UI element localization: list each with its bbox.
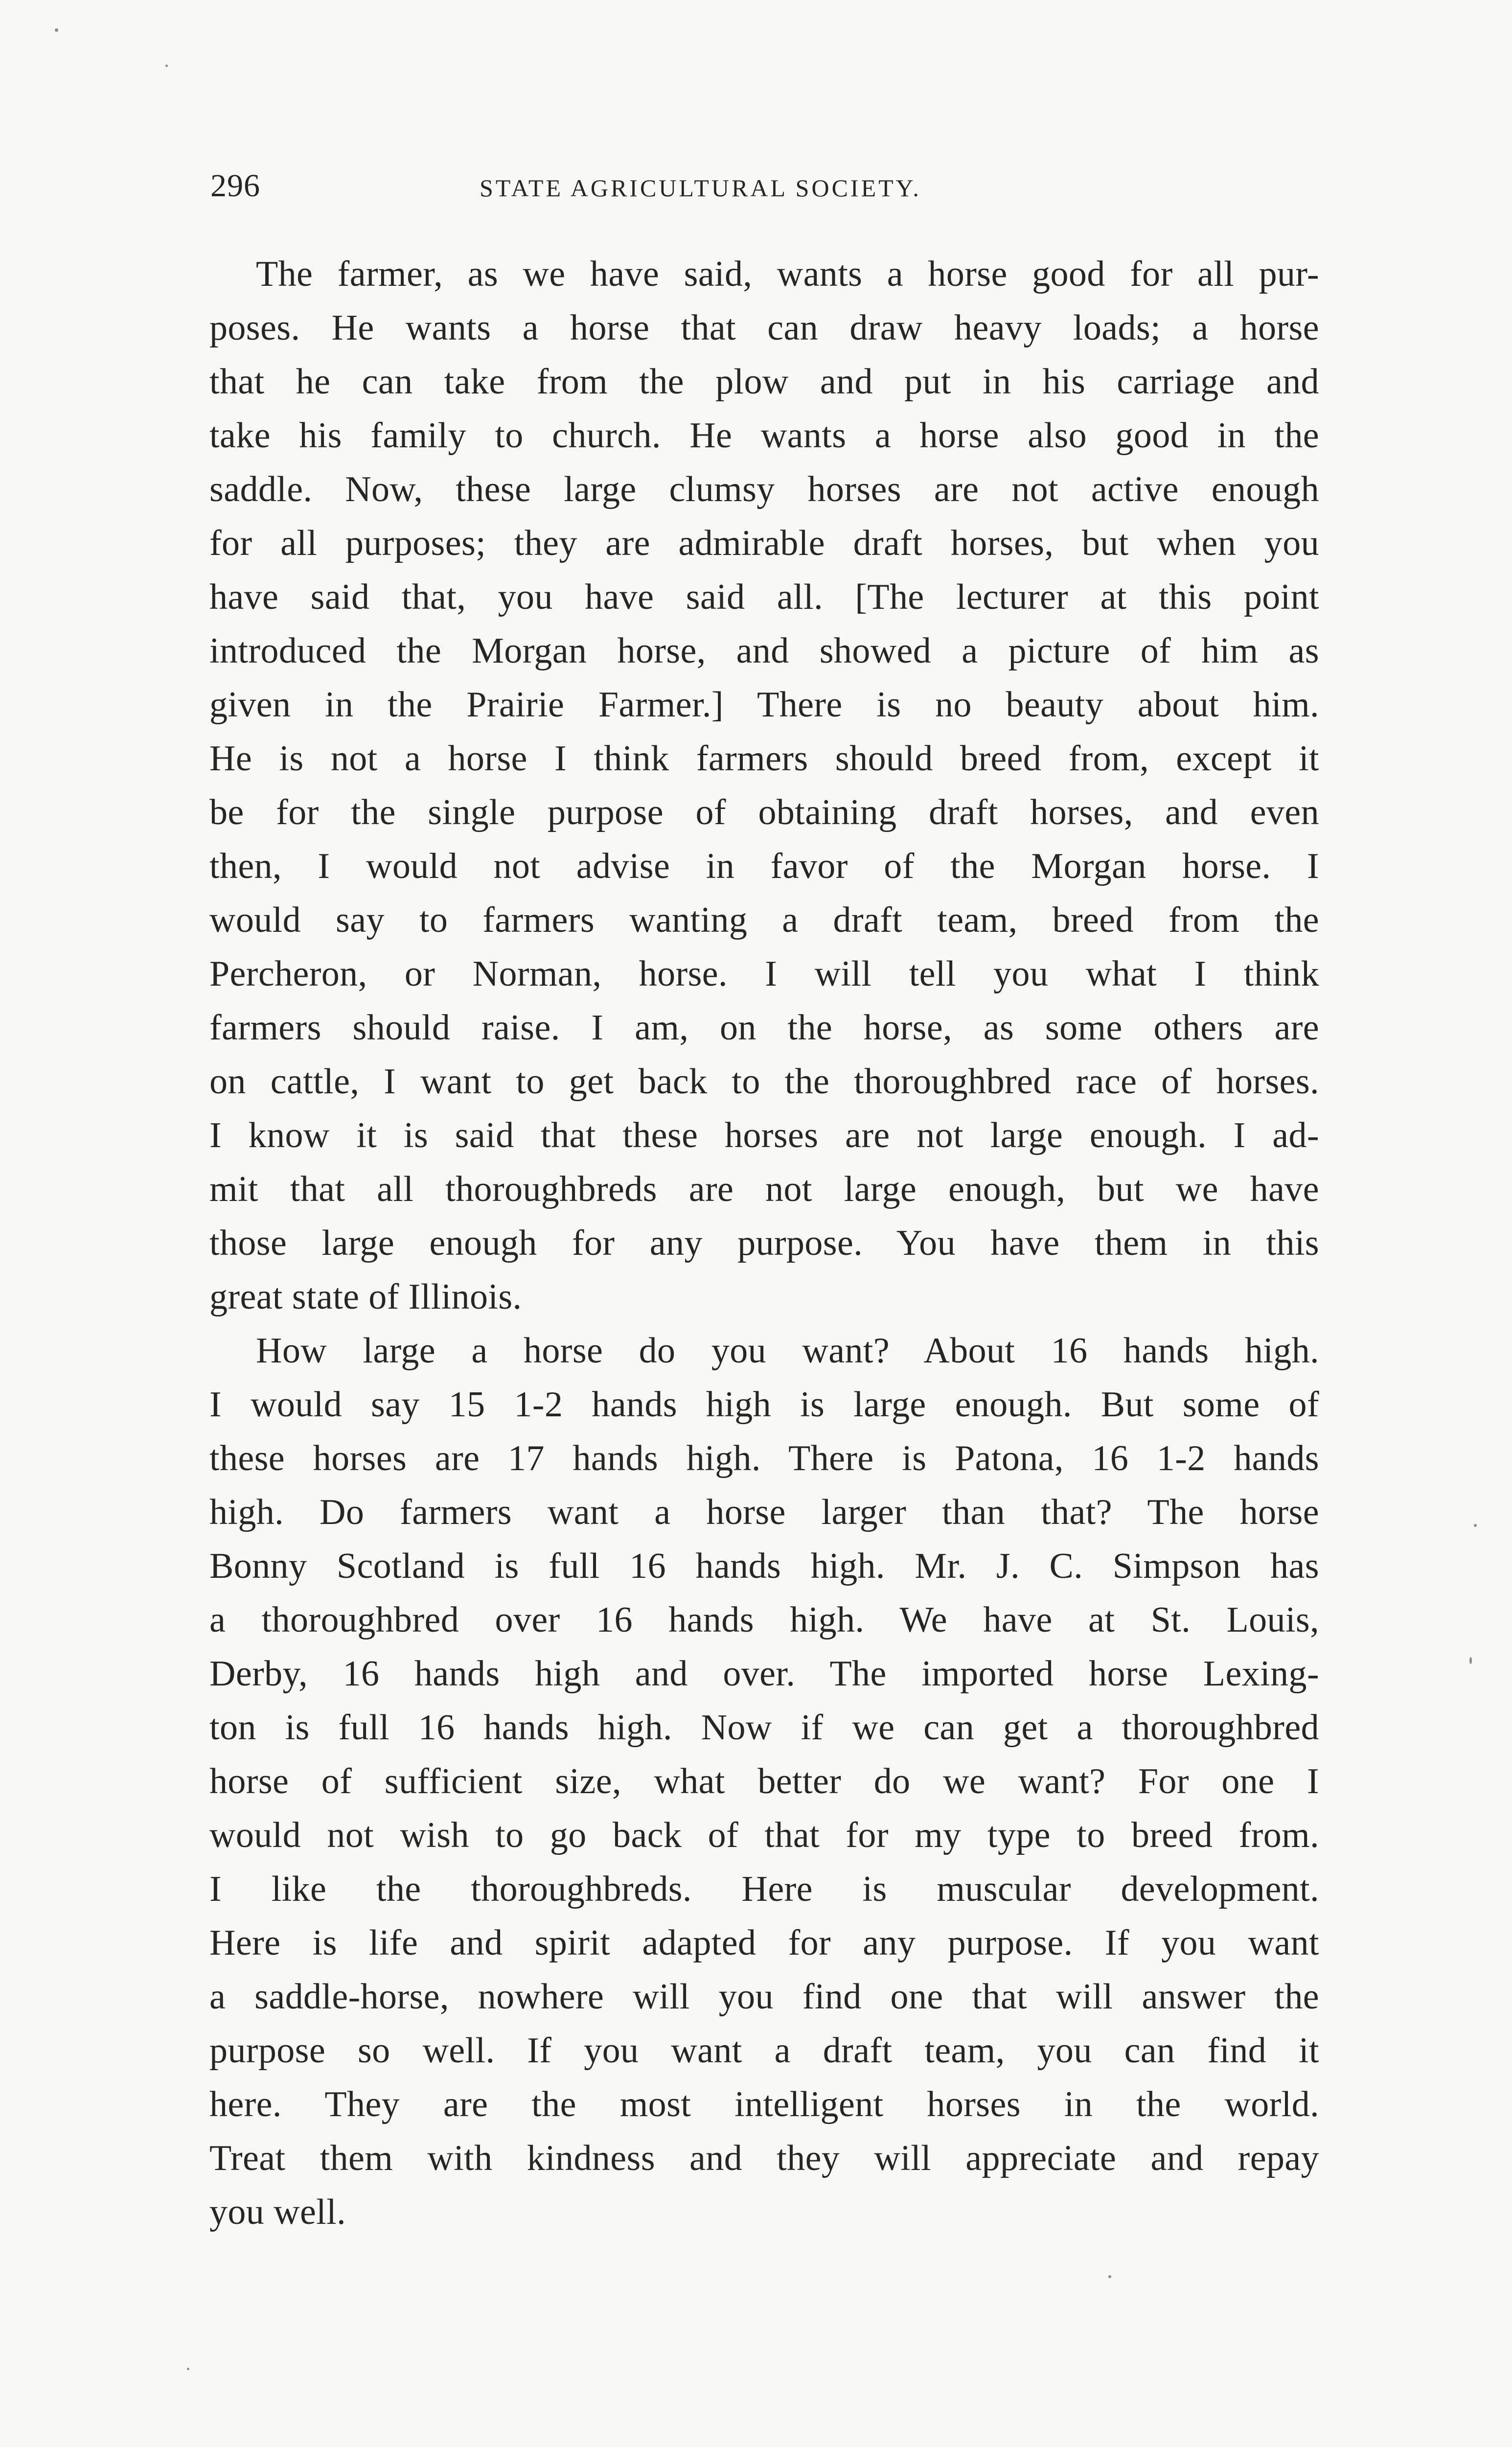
text-line: for all purposes; they are admirable draft horses, but when you bbox=[209, 523, 1319, 563]
text-line: Here is life and spirit adapted for any purpose. If you want bbox=[209, 1923, 1319, 1963]
text-line: ton is full 16 hands high. Now if we can get a thoroughbred bbox=[209, 1708, 1319, 1748]
text-line: Treat them with kindness and they will appreciate and repay bbox=[209, 2138, 1319, 2178]
paper-speck bbox=[1474, 1524, 1477, 1527]
text-line: on cattle, I want to get back to the thoroughbred race of horses. bbox=[209, 1062, 1319, 1102]
text-line: Derby, 16 hands high and over. The imported horse Lexing- bbox=[209, 1654, 1319, 1694]
text-line: would not wish to go back of that for my type to breed from. bbox=[209, 1815, 1319, 1855]
text-line: a thoroughbred over 16 hands high. We have at St. Louis, bbox=[209, 1600, 1319, 1640]
text-line: How large a horse do you want? About 16 hands high. bbox=[256, 1331, 1319, 1371]
body-text bbox=[209, 247, 1319, 2239]
paper-speck bbox=[187, 2368, 189, 2370]
text-line: Bonny Scotland is full 16 hands high. Mr. J. C. Simpson has bbox=[209, 1546, 1319, 1586]
text-line: I would say 15 1-2 hands high is large enough. But some of bbox=[209, 1385, 1319, 1425]
text-line: these horses are 17 hands high. There is Patona, 16 1-2 hands bbox=[209, 1438, 1319, 1478]
text-line: poses. He wants a horse that can draw heavy loads; a horse bbox=[209, 308, 1319, 348]
text-line: then, I would not advise in favor of the Morgan horse. I bbox=[209, 846, 1319, 886]
text-line: I like the thoroughbreds. Here is muscular development. bbox=[209, 1869, 1319, 1909]
paper-speck bbox=[1469, 1657, 1472, 1664]
text-line: great state of Illinois. bbox=[209, 1277, 522, 1317]
text-line: a saddle-horse, nowhere will you find one that will answer the bbox=[209, 1977, 1319, 2017]
text-line: be for the single purpose of obtaining draft horses, and even bbox=[209, 792, 1319, 832]
text-line: I know it is said that these horses are not large enough. I ad- bbox=[209, 1115, 1319, 1155]
text-line: Percheron, or Norman, horse. I will tell you what I think bbox=[209, 954, 1319, 994]
text-line: mit that all thoroughbreds are not large enough, but we have bbox=[209, 1169, 1319, 1209]
text-line: purpose so well. If you want a draft team, you can find it bbox=[209, 2031, 1319, 2071]
text-line: saddle. Now, these large clumsy horses are not active enough bbox=[209, 469, 1319, 509]
text-line: farmers should raise. I am, on the horse, as some others are bbox=[209, 1008, 1319, 1048]
running-title: STATE AGRICULTURAL SOCIETY. bbox=[480, 174, 921, 202]
text-line: high. Do farmers want a horse larger than that? The horse bbox=[209, 1492, 1319, 1532]
text-line: you well. bbox=[209, 2192, 346, 2232]
text-line: The farmer, as we have said, wants a horse good for all pur- bbox=[256, 254, 1319, 294]
text-line: He is not a horse I think farmers should breed from, except it bbox=[209, 739, 1319, 779]
text-line: those large enough for any purpose. You have them in this bbox=[209, 1223, 1319, 1263]
paper-speck bbox=[1108, 2275, 1111, 2278]
paper-speck bbox=[165, 65, 168, 67]
page-number: 296 bbox=[210, 168, 260, 204]
text-line: that he can take from the plow and put in his carriage and bbox=[209, 362, 1319, 402]
text-line: given in the Prairie Farmer.] There is no beauty about him. bbox=[209, 685, 1319, 725]
text-line: take his family to church. He wants a horse also good in the bbox=[209, 416, 1319, 456]
text-line: have said that, you have said all. [The lecturer at this point bbox=[209, 577, 1319, 617]
text-line: here. They are the most intelligent horses in the world. bbox=[209, 2084, 1319, 2124]
text-line: would say to farmers wanting a draft team, breed from the bbox=[209, 900, 1319, 940]
page-header bbox=[210, 162, 1321, 210]
text-line: horse of sufficient size, what better do we want? For one I bbox=[209, 1761, 1319, 1801]
text-line: introduced the Morgan horse, and showed a picture of him as bbox=[209, 631, 1319, 671]
paper-speck bbox=[55, 28, 58, 32]
